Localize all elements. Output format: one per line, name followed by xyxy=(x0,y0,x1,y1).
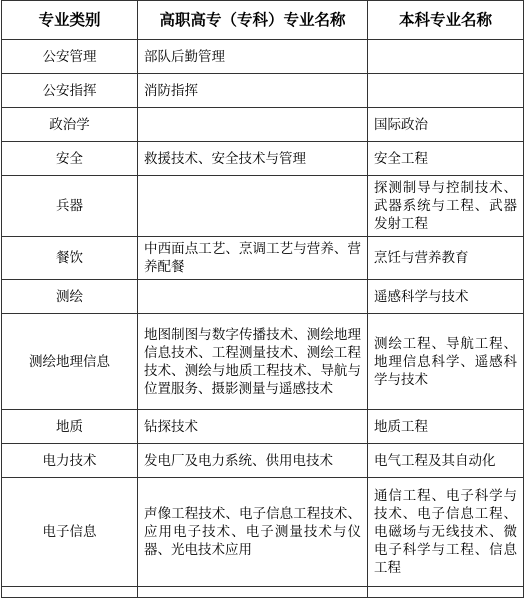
vocational-cell: 消防指挥 xyxy=(138,74,368,108)
undergraduate-cell: 测绘工程、导航工程、地理信息科学、遥感科学与技术 xyxy=(368,314,524,410)
header-category: 专业类别 xyxy=(2,1,138,40)
category-cell xyxy=(2,587,138,598)
table-row xyxy=(2,142,524,176)
vocational-cell: 声像工程技术、电子信息工程技术、应用电子技术、电子测量技术与仪器、光电技术应用 xyxy=(138,478,368,587)
vocational-cell: 救援技术、安全技术与管理 xyxy=(138,142,368,176)
vocational-cell: 中西面点工艺、烹调工艺与营养、营养配餐 xyxy=(138,237,368,280)
undergraduate-cell xyxy=(368,74,524,108)
category-cell: 测绘地理信息 xyxy=(2,314,138,410)
table-row xyxy=(2,444,524,478)
majors-table xyxy=(1,0,524,598)
category-cell: 兵器 xyxy=(2,176,138,237)
undergraduate-cell: 地质工程 xyxy=(368,410,524,444)
header-undergraduate: 本科专业名称 xyxy=(368,1,524,40)
vocational-cell: 地图制图与数字传播技术、测绘地理信息技术、工程测量技术、测绘工程技术、测绘与地质工程技术、导航与位置服务、摄影测量与遥感技术 xyxy=(138,314,368,410)
undergraduate-cell: 遥感科学与技术 xyxy=(368,280,524,314)
vocational-cell xyxy=(138,176,368,237)
category-cell: 电力技术 xyxy=(2,444,138,478)
category-cell: 电子信息 xyxy=(2,478,138,587)
category-cell: 公安管理 xyxy=(2,40,138,74)
table-row xyxy=(2,40,524,74)
table-row xyxy=(2,74,524,108)
table-row xyxy=(2,237,524,280)
undergraduate-cell: 通信工程、电子科学与技术、电子信息工程、电磁场与无线技术、微电子科学与工程、信息工程 xyxy=(368,478,524,587)
undergraduate-cell xyxy=(368,40,524,74)
undergraduate-cell: 电气工程及其自动化 xyxy=(368,444,524,478)
category-cell: 地质 xyxy=(2,410,138,444)
table-row xyxy=(2,108,524,142)
category-cell: 餐饮 xyxy=(2,237,138,280)
category-cell: 政治学 xyxy=(2,108,138,142)
table-row xyxy=(2,314,524,410)
vocational-cell: 部队后勤管理 xyxy=(138,40,368,74)
header-vocational: 高职高专（专科）专业名称 xyxy=(138,1,368,40)
vocational-cell: 钻探技术 xyxy=(138,410,368,444)
category-cell: 测绘 xyxy=(2,280,138,314)
table-row xyxy=(2,280,524,314)
category-cell: 安全 xyxy=(2,142,138,176)
undergraduate-cell: 国际政治 xyxy=(368,108,524,142)
header-row xyxy=(2,1,524,40)
table-row-partial xyxy=(2,587,524,598)
table-row xyxy=(2,410,524,444)
table-row xyxy=(2,478,524,587)
undergraduate-cell xyxy=(368,587,524,598)
vocational-cell: 发电厂及电力系统、供用电技术 xyxy=(138,444,368,478)
vocational-cell xyxy=(138,587,368,598)
undergraduate-cell: 安全工程 xyxy=(368,142,524,176)
vocational-cell xyxy=(138,280,368,314)
category-cell: 公安指挥 xyxy=(2,74,138,108)
vocational-cell xyxy=(138,108,368,142)
table-row xyxy=(2,176,524,237)
undergraduate-cell: 烹饪与营养教育 xyxy=(368,237,524,280)
undergraduate-cell: 探测制导与控制技术、武器系统与工程、武器发射工程 xyxy=(368,176,524,237)
